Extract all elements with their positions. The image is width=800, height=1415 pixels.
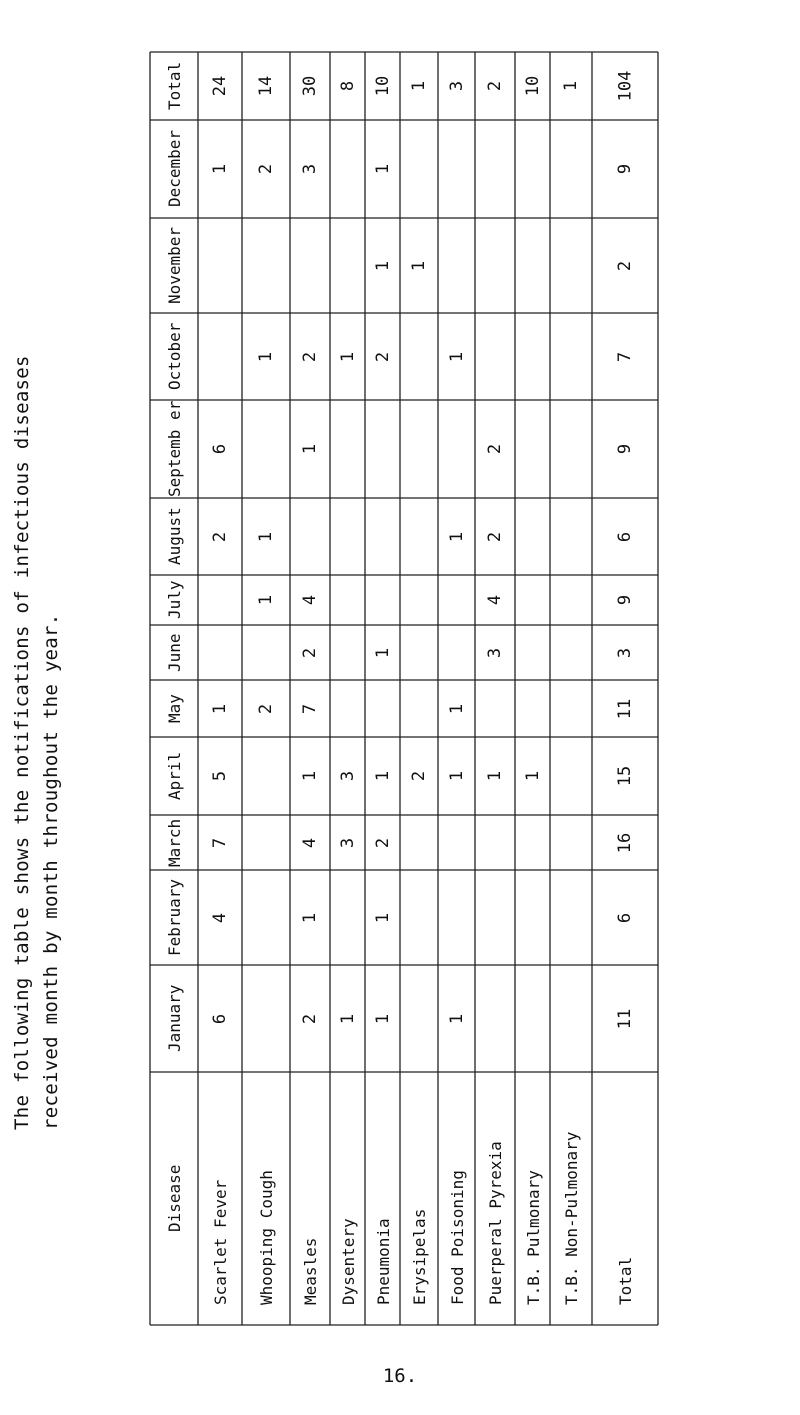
table-cell: 1	[210, 703, 230, 714]
table-cell: 6	[615, 531, 635, 542]
table-cell: 2	[256, 163, 276, 175]
table-cell: 1	[372, 912, 393, 923]
header-october: October	[165, 322, 184, 391]
table-cell: 15	[615, 765, 635, 787]
table-cell: 1	[210, 163, 230, 175]
header-april: April	[165, 751, 184, 800]
table-cell: 1	[372, 163, 393, 175]
table-cell: 3	[337, 770, 358, 782]
header-september: Septemb er	[165, 400, 184, 497]
table-cell: 1	[446, 351, 467, 362]
table-cell: 7	[210, 837, 230, 848]
table-cell: 2	[210, 531, 230, 542]
table-cell: 1	[485, 770, 505, 782]
table-cell: 2	[300, 647, 320, 658]
table-cell: 1	[372, 1013, 393, 1024]
table-cell: 3	[337, 837, 358, 848]
disease-label: T.B. Non-Pulmonary	[562, 1131, 581, 1305]
header-august: August	[165, 507, 184, 566]
table-cell: 10	[522, 75, 543, 97]
table-cell: 2	[409, 770, 429, 782]
table-cell: 1	[300, 912, 320, 923]
header-november: November	[165, 226, 184, 304]
disease-label: T.B. Pulmonary	[523, 1170, 543, 1305]
table-cell: 3	[446, 80, 467, 92]
table-cell: 1	[446, 531, 467, 542]
table-cell: 4	[300, 594, 320, 606]
table-cell: 3	[485, 647, 505, 658]
table-cell: 11	[615, 698, 635, 719]
table-cell: 2	[485, 80, 505, 92]
table-cell: 11	[615, 1008, 635, 1029]
table-cell: 8	[337, 80, 358, 92]
table-cell: 24	[210, 75, 230, 97]
caption-line-1: The following table shows the notifications of infectious diseases	[11, 355, 33, 1130]
table-cell: 1	[372, 647, 393, 658]
table-cell: 1	[372, 770, 393, 782]
disease-label: Scarlet Fever	[211, 1179, 230, 1305]
disease-label: Puerperal Pyrexia	[486, 1141, 505, 1305]
table-cell: 5	[210, 770, 230, 782]
table-cell: 1	[409, 260, 429, 271]
disease-label: Erysipelas	[410, 1208, 429, 1305]
table-cell: 1	[256, 531, 276, 542]
table-cell: 2	[256, 703, 276, 714]
table-cell: 2	[372, 351, 393, 362]
table-cell: 14	[256, 75, 276, 97]
table-cell: 4	[485, 594, 505, 606]
table-cell: 1	[300, 770, 320, 782]
table-cell: 9	[615, 594, 635, 606]
header-may: May	[165, 693, 184, 723]
table-cell: 2	[485, 443, 505, 455]
table-cell: 2	[372, 837, 393, 848]
table-cell: 6	[210, 443, 230, 455]
disease-label: Pneumonia	[373, 1218, 393, 1305]
table-cell: 2	[615, 260, 635, 271]
header-june: June	[165, 633, 184, 672]
table-cell: 9	[615, 443, 635, 455]
header-february: February	[165, 878, 184, 956]
header-disease: Disease	[165, 1164, 184, 1233]
table-cell: 1	[337, 1013, 358, 1024]
header-march: March	[165, 818, 184, 867]
disease-label: Whooping Cough	[257, 1170, 276, 1305]
table-cell: 16	[615, 832, 635, 853]
table-cell: 7	[300, 703, 320, 714]
header-december: December	[165, 130, 184, 208]
table-cell: 1	[409, 80, 429, 92]
table-cell: 3	[300, 163, 320, 175]
table-cell: 1	[372, 260, 393, 271]
disease-label: Total	[616, 1256, 635, 1305]
table-cell: 2	[300, 1013, 320, 1024]
header-january: January	[165, 984, 184, 1053]
disease-label: Dysentery	[338, 1218, 358, 1305]
table-cell: 1	[256, 594, 276, 606]
table-cell: 2	[485, 531, 505, 542]
table-cell: 6	[210, 1013, 230, 1024]
table-cell: 3	[615, 647, 635, 658]
table-cell: 4	[300, 837, 320, 848]
table-cell: 104	[615, 70, 635, 102]
header-total: Total	[165, 61, 184, 110]
page-number: 16.	[382, 1365, 418, 1387]
table-cell: 1	[561, 80, 581, 92]
table-cell: 1	[446, 1013, 467, 1024]
table-cell: 1	[446, 770, 467, 782]
table-cell: 4	[210, 912, 230, 923]
table-cell: 1	[300, 443, 320, 455]
caption-line-2: received month by month throughout the year.	[40, 613, 62, 1130]
table-cell: 6	[615, 912, 635, 923]
table-cell: 1	[522, 770, 543, 782]
header-july: July	[165, 580, 184, 620]
table-cell: 10	[372, 75, 393, 97]
table-cell: 1	[446, 703, 467, 714]
table-cell: 1	[337, 351, 358, 362]
table-cell: 30	[300, 75, 320, 97]
disease-label: Measles	[301, 1237, 320, 1305]
table-cell: 9	[615, 163, 635, 175]
table-cell: 7	[615, 351, 635, 362]
table-cell: 1	[256, 351, 276, 362]
disease-label: Food Poisoning	[447, 1170, 467, 1305]
table-cell: 2	[300, 351, 320, 362]
